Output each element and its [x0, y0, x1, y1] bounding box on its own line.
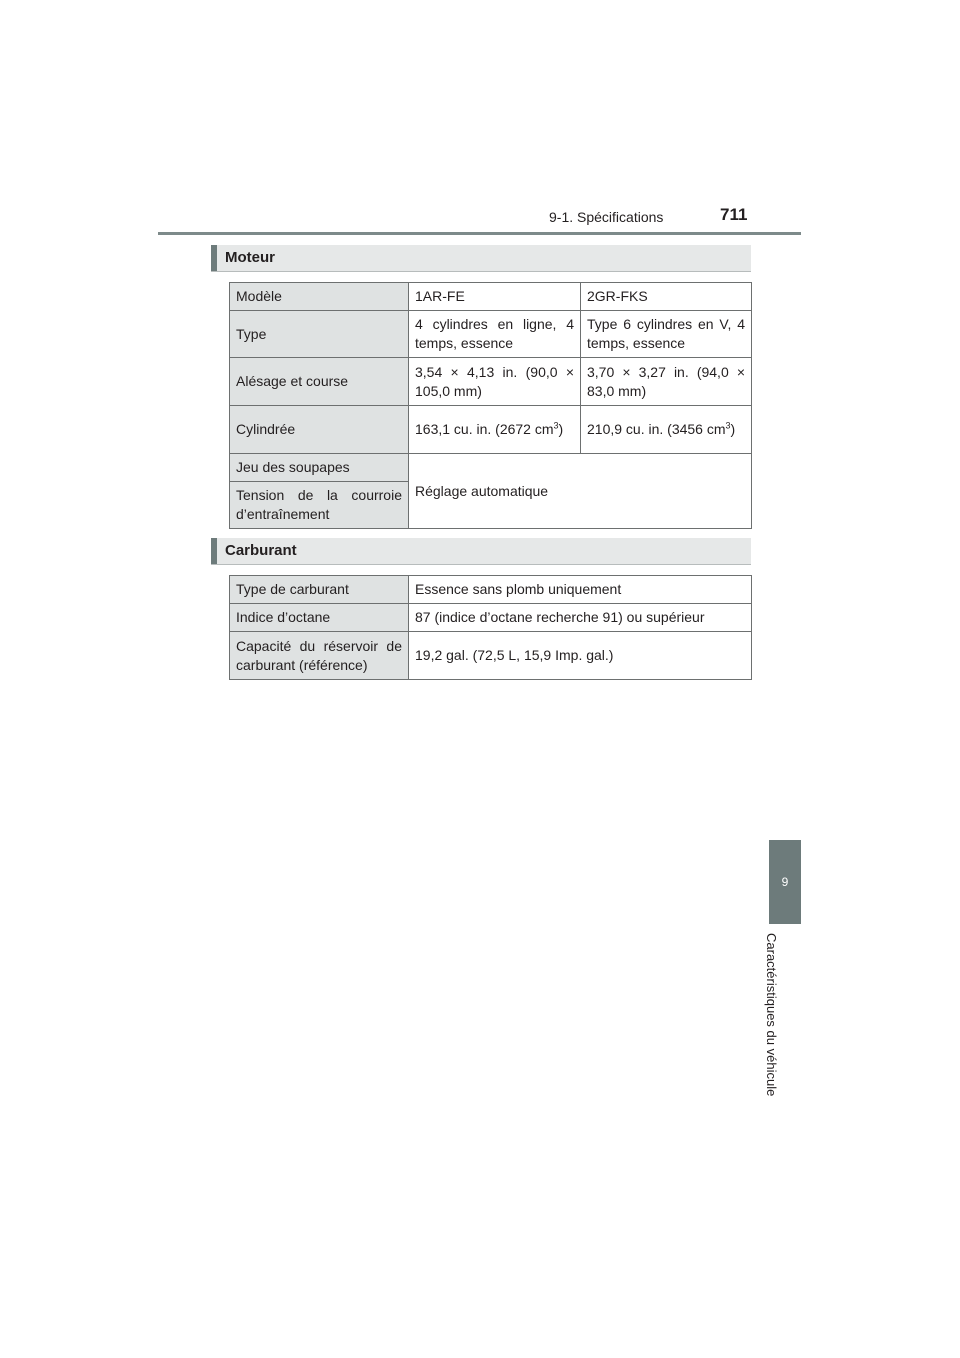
table-row	[230, 604, 752, 632]
row-value: 19,2 gal. (72,5 L, 15,9 Imp. gal.)	[409, 632, 752, 680]
cell-2gr-fks: 2GR-FKS	[581, 283, 752, 311]
row-label: Indice d’octane	[230, 604, 409, 632]
row-label: Capacité du réservoir de carburant (référence)	[230, 632, 409, 680]
section-heading-moteur	[211, 245, 751, 272]
chapter-tab: 9	[769, 840, 801, 924]
superscript: 3	[553, 420, 559, 431]
engine-spec-table	[229, 282, 752, 529]
heading-accent-bar	[211, 245, 217, 271]
cell-text-end: )	[558, 421, 564, 437]
superscript: 3	[725, 420, 731, 431]
row-label: Modèle	[230, 283, 409, 311]
page-number: 711	[720, 205, 748, 224]
cell-2gr-fks: Type 6 cylindres en V, 4 temps, essence	[581, 311, 752, 358]
heading-title: Carburant	[225, 542, 297, 559]
table-row	[230, 406, 752, 454]
row-label: Type	[230, 311, 409, 358]
cell-2gr-fks: 3,70 × 3,27 in. (94,0 × 83,0 mm)	[581, 358, 752, 406]
header-divider	[158, 232, 801, 235]
row-label: Cylindrée	[230, 406, 409, 454]
table-row	[230, 454, 752, 482]
cell-text: 163,1 cu. in. (2672 cm	[415, 421, 554, 437]
merged-value-cell: Réglage automatique	[409, 454, 752, 529]
section-title: 9-1. Spécifications	[549, 209, 664, 225]
table-row	[230, 358, 752, 406]
row-label: Jeu des soupapes	[230, 454, 409, 482]
table-row	[230, 576, 752, 604]
table-row	[230, 632, 752, 680]
cell-1ar-fe: 1AR-FE	[409, 283, 581, 311]
table-row	[230, 283, 752, 311]
cell-2gr-fks	[581, 406, 752, 454]
heading-accent-bar	[211, 538, 217, 564]
row-label: Alésage et course	[230, 358, 409, 406]
cell-1ar-fe: 4 cylindres en ligne, 4 temps, essence	[409, 311, 581, 358]
heading-title: Moteur	[225, 249, 275, 266]
cell-1ar-fe: 3,54 × 4,13 in. (90,0 × 105,0 mm)	[409, 358, 581, 406]
chapter-label	[764, 933, 795, 1133]
cell-text-end: )	[730, 421, 736, 437]
row-label: Tension de la courroie d’entraînement	[230, 482, 409, 529]
fuel-spec-table	[229, 575, 752, 680]
table-row	[230, 311, 752, 358]
section-heading-carburant	[211, 538, 751, 565]
cell-text: 210,9 cu. in. (3456 cm	[587, 421, 726, 437]
cell-1ar-fe	[409, 406, 581, 454]
row-label: Type de carburant	[230, 576, 409, 604]
row-value: 87 (indice d’octane recherche 91) ou supérieur	[409, 604, 752, 632]
row-value: Essence sans plomb uniquement	[409, 576, 752, 604]
chapter-label-text: Caractéristiques du véhicule	[764, 933, 779, 1097]
